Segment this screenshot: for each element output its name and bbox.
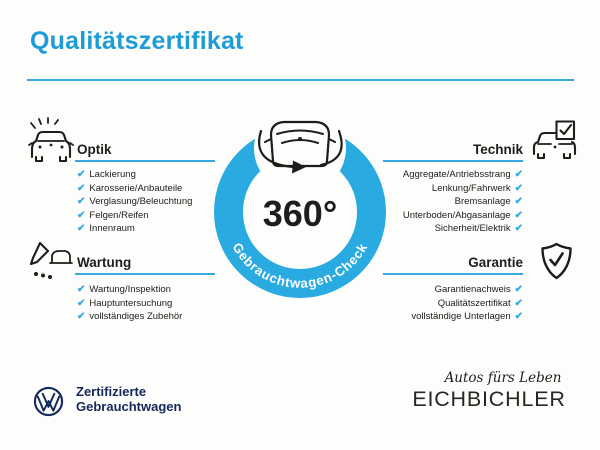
- checklist-item: [411, 283, 523, 297]
- check-icon: ✔: [514, 182, 523, 194]
- page-title: Qualitätszertifikat: [30, 27, 244, 55]
- vw-logo: [33, 386, 64, 417]
- vw-program-label: [76, 384, 181, 414]
- degree-label: 360°: [262, 193, 338, 234]
- check-icon: ✔: [77, 311, 86, 323]
- checklist-item: [77, 283, 182, 297]
- section-underline-technik: [383, 160, 523, 162]
- dealer-tagline: Autos fürs Leben: [444, 370, 562, 386]
- garantie-checklist: [411, 283, 523, 324]
- checklist-item-label: vollständiges Zubehör: [89, 311, 183, 323]
- service-pencil-car-icon: [27, 240, 73, 286]
- shield-check-icon: [540, 242, 573, 280]
- check-icon: ✔: [77, 182, 86, 194]
- dealer-name: EICHBICHLER: [412, 387, 566, 411]
- checklist-item-label: Garantienachweis: [434, 284, 511, 295]
- checklist-item-label: Aggregate/Antriebsstrang: [402, 169, 511, 180]
- check-icon: ✔: [514, 311, 523, 323]
- check-icon: ✔: [514, 169, 523, 180]
- section-underline-garantie: [383, 273, 523, 275]
- checklist-item: [403, 222, 523, 236]
- checklist-item-label: Unterboden/Abgasanlage: [402, 209, 511, 221]
- check-icon: ✔: [77, 223, 86, 235]
- wartung-checklist: [77, 283, 182, 324]
- ring-top-notch: [254, 115, 346, 194]
- checklist-item: [403, 168, 523, 182]
- checklist-item-label: Sicherheit/Elektrik: [434, 223, 511, 235]
- section-title-technik: Technik: [472, 142, 523, 157]
- shiny-car-front-icon: [27, 116, 75, 164]
- checklist-item: [77, 195, 192, 209]
- section-title-wartung: Wartung: [77, 255, 132, 270]
- checklist-item: [77, 310, 182, 324]
- checklist-item: [411, 297, 523, 311]
- checklist-item-label: Bremsanlage: [454, 196, 511, 208]
- title-divider: [27, 79, 574, 81]
- vw-program-line1: Zertifizierte: [76, 384, 147, 399]
- checklist-item: [77, 168, 192, 182]
- section-underline-wartung: [75, 273, 215, 275]
- section-underline-optik: [75, 160, 215, 162]
- checklist-item-label: Qualitätszertifikat: [437, 297, 511, 309]
- technik-checklist: [403, 168, 523, 236]
- dealer-logo: [398, 370, 580, 412]
- checklist-item-label: Felgen/Reifen: [89, 209, 149, 221]
- check-icon: ✔: [77, 169, 86, 180]
- checklist-item: [77, 209, 192, 223]
- check-icon: ✔: [514, 223, 523, 235]
- optik-checklist: [77, 168, 192, 236]
- checklist-item-label: Verglasung/Beleuchtung: [89, 196, 193, 208]
- checklist-item: [77, 182, 192, 196]
- checklist-item-label: Karosserie/Anbauteile: [89, 182, 183, 194]
- section-title-optik: Optik: [77, 142, 112, 157]
- check-icon: ✔: [514, 297, 523, 309]
- check-icon: ✔: [514, 209, 523, 221]
- checklist-item: [411, 310, 523, 324]
- check-icon: ✔: [514, 196, 523, 208]
- car-checkbox-icon: [531, 119, 577, 165]
- vw-program-line2: Gebrauchtwagen: [76, 399, 182, 414]
- checklist-item: [77, 297, 182, 311]
- checklist-item-label: Hauptuntersuchung: [89, 297, 173, 309]
- 360-check-badge: [205, 115, 395, 305]
- checklist-item-label: Innenraum: [89, 223, 135, 235]
- check-icon: ✔: [77, 297, 86, 309]
- section-title-garantie: Garantie: [468, 255, 523, 270]
- checklist-item-label: Wartung/Inspektion: [89, 284, 171, 295]
- checklist-item-label: Lenkung/Fahrwerk: [431, 182, 511, 194]
- checklist-item-label: Lackierung: [89, 169, 136, 180]
- ring-label: Gebrauchtwagen-Check: [229, 240, 371, 291]
- check-icon: ✔: [77, 284, 86, 295]
- check-icon: ✔: [514, 284, 523, 295]
- checklist-item: [403, 195, 523, 209]
- check-icon: ✔: [77, 196, 86, 208]
- checklist-item: [403, 209, 523, 223]
- checklist-item: [77, 222, 192, 236]
- checklist-item: [403, 182, 523, 196]
- checklist-item-label: vollständige Unterlagen: [411, 311, 511, 323]
- check-icon: ✔: [77, 209, 86, 221]
